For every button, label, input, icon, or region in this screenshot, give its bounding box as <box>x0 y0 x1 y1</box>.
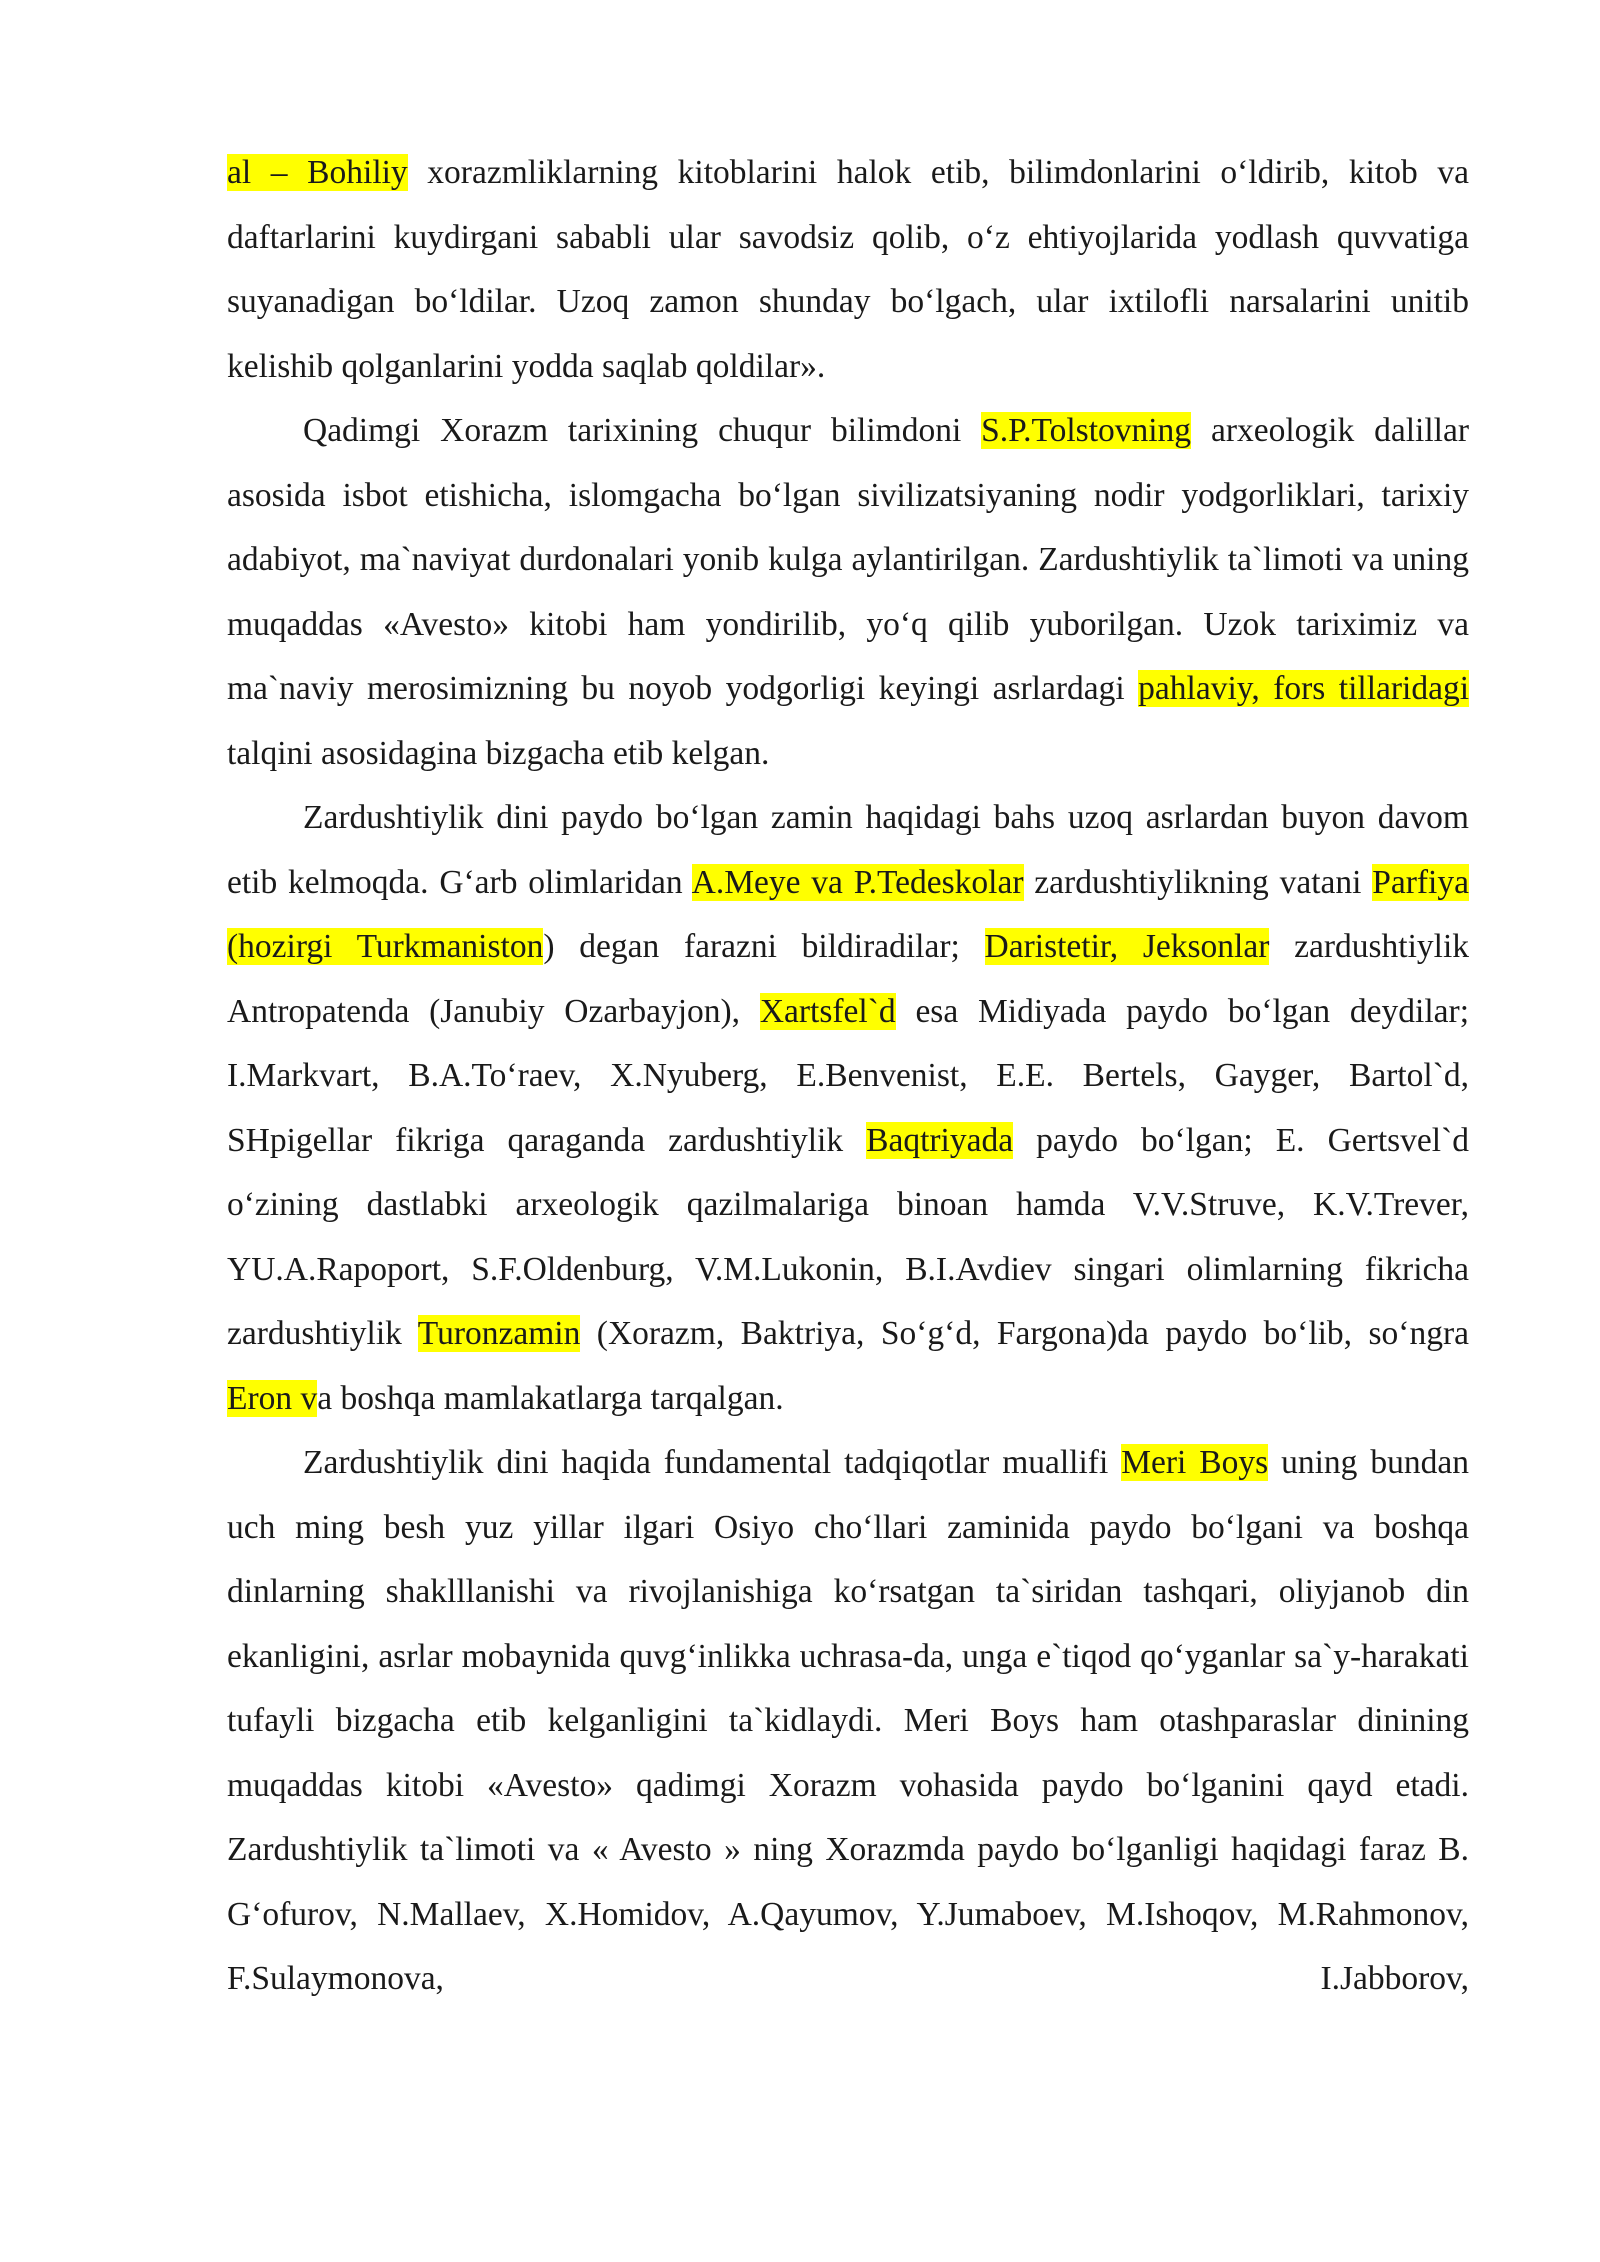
paragraph-text: zardushtiylikning vatani <box>1023 863 1373 901</box>
paragraph-text: esa Midiyada paydo bo‘lgan deydilar; I.Markvart, B.A.To‘raev, X.Nyuberg, E.Benvenist, E.E. Bertels, Gayger, Bartol`d, SHpigellar fikriga qaraganda zardushtiylik <box>227 992 1470 1159</box>
highlighted-text: S.P.Tolstovning <box>981 412 1192 449</box>
paragraph-text: Zardushtiylik dini haqida fundamental tadqiqotlar muallifi <box>303 1444 1122 1481</box>
highlighted-text: pahlaviy, fors tillaridagi <box>1138 670 1470 707</box>
paragraph-text: talqini asosidagina bizgacha etib kelgan. <box>227 734 770 772</box>
paragraph-text: xorazmliklarning kitoblarini halok etib, bilimdonlarini o‘ldirib, kitob va daftarlarini kuydirgani sababli ular savodsiz qolib, o‘z ehtiyojlarida yodlash quvvatiga suyanadigan bo‘ldilar. Uzoq zamon shunday bo‘lgach, ular ixtilofli narsalarini unitib kelishib qolganlarini yodda saqlab qoldilar». <box>227 154 1469 385</box>
paragraph-text: Zardushtiylik dini paydo bo‘lgan zamin haqidagi bahs uzoq asrlardan buyon davom etib kelmoqda. G‘arb olimlaridan <box>227 799 1469 901</box>
paragraph-text: paydo bo‘lgan; E. Gertsvel`d o‘zining dastlabki arxeologik qazilmalariga binoan hamda V.V.Struve, K.V.Trever, YU.A.Rapoport, S.F.Oldenburg, V.M.Lukonin, B.I.Avdiev singari olimlarning fikricha zardushtiylik <box>227 1121 1469 1352</box>
paragraph-text: Qadimgi Xorazm tarixining chuqur bilimdoni <box>303 412 982 449</box>
paragraph-text: zardushtiylik Antropatenda (Janubiy Ozarbayjon), <box>227 928 1470 1030</box>
highlighted-text: Parfiya (hozirgi Turkmaniston <box>227 863 1469 965</box>
paragraph-4 <box>227 1431 1469 2012</box>
document-body <box>227 141 1469 2012</box>
paragraph-text: arxeologik dalillar asosida isbot etishicha, islomgacha bo‘lgan sivilizatsiyaning nodir yodgorliklari, tarixiy adabiyot, ma`naviyat durdonalari yonib kulga aylantirilgan. Zardushtiylik ta`limoti va uning muqaddas «Avesto» kitobi ham yondirilib, yo‘q qilib yuborilgan. Uzok tariximiz va ma`naviy merosimizning bu noyob yodgorligi keyingi asrlardagi <box>227 412 1469 707</box>
highlighted-text: Daristetir, Jeksonlar <box>984 928 1270 965</box>
highlighted-text: Meri Boys <box>1121 1444 1269 1481</box>
highlighted-text: Baqtriyada <box>866 1121 1014 1159</box>
paragraph-1 <box>227 141 1469 399</box>
highlighted-text: Turonzamin <box>417 1315 581 1352</box>
highlighted-text: A.Meye va P.Tedeskolar <box>691 863 1024 901</box>
paragraph-text: a boshqa mamlakatlarga tarqalgan. <box>317 1379 784 1417</box>
highlighted-text: Xartsfel`d <box>759 992 896 1030</box>
paragraph-text: (Xorazm, Baktriya, So‘g‘d, Fargona)da paydo bo‘lib, so‘ngra <box>580 1315 1469 1352</box>
highlighted-text: Eron v <box>227 1379 318 1417</box>
highlighted-text: al – Bohiliy <box>227 154 408 191</box>
paragraph-3 <box>227 786 1469 1431</box>
paragraph-text: uning bundan uch ming besh yuz yillar ilgari Osiyo cho‘llari zaminida paydo bo‘lgani va boshqa dinlarning shaklllanishi va rivojlanishiga ko‘rsatgan ta`siridan tashqari, oliyjanob din ekanligini, asrlar mobaynida quvg‘inlikka uchrasa-da, unga e`tiqod qo‘yganlar sa`y-harakati tufayli bizgacha etib kelganligini ta`kidlaydi. Meri Boys ham otashparaslar dinining muqaddas kitobi «Avesto» qadimgi Xorazm vohasida paydo bo‘lganini qayd etadi. Zardushtiylik ta`limoti va « Avesto » ning Xorazmda paydo bo‘lganligi haqidagi faraz B. G‘ofurov, N.Mallaev, X.Homidov, A.Qayumov, Y.Jumaboev, M.Ishoqov, M.Rahmonov, F.Sulaymonova, I.Jabborov, <box>227 1444 1469 1997</box>
paragraph-text: ) degan farazni bildiradilar; <box>543 928 985 965</box>
paragraph-2 <box>227 399 1469 786</box>
